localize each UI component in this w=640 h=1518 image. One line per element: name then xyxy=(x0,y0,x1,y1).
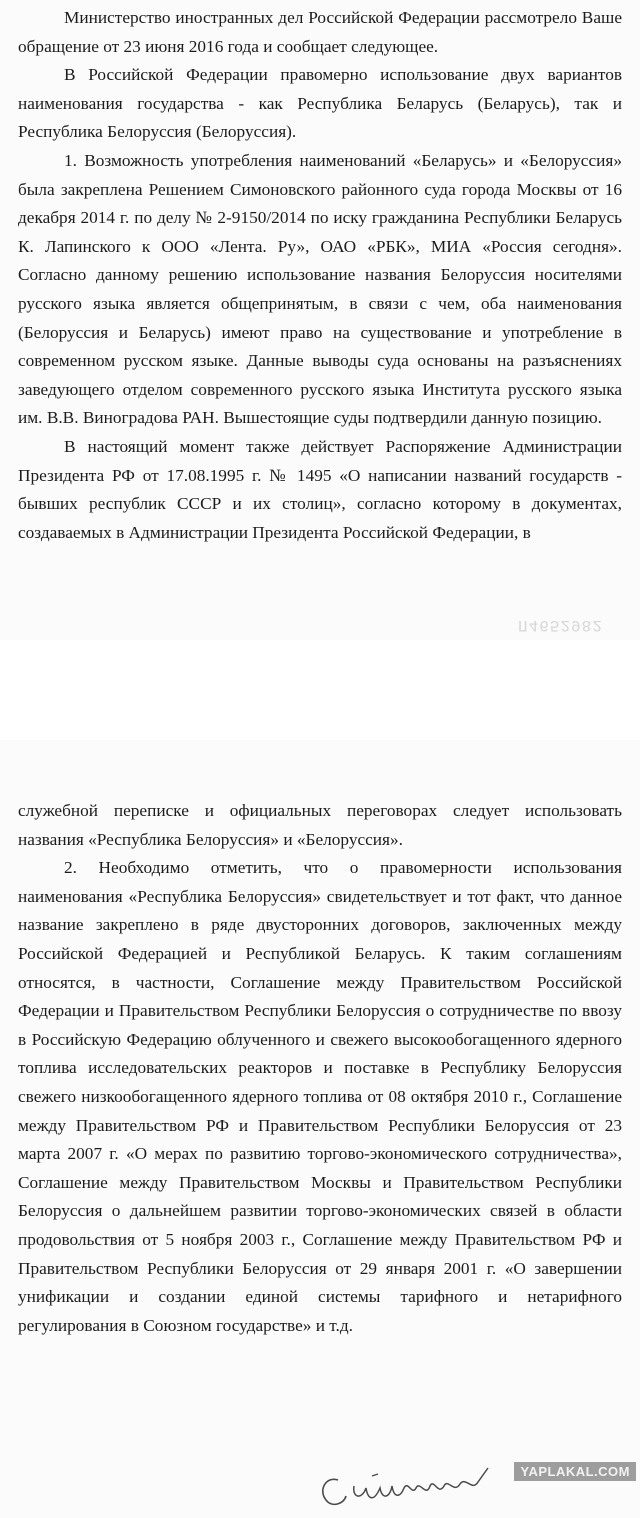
paragraph-two-names: В Российской Федерации правомерно использование двух вариантов наименования государства - как Республика Беларусь (Беларусь), так и Республика Белоруссия (Белоруссия). xyxy=(18,65,622,142)
paragraph-continuation: служебной переписке и официальных переговорах следует использовать названия «Республика Белоруссия» и «Белоруссия». xyxy=(18,801,622,849)
page-1-body xyxy=(18,4,622,547)
letter-page-2 xyxy=(0,740,640,1518)
handwritten-signature xyxy=(316,1438,506,1518)
page-gap xyxy=(0,640,640,740)
site-watermark: YAPLAKAL.COM xyxy=(514,1462,636,1481)
document-stamp: П4652982 xyxy=(518,616,603,634)
page-2-body xyxy=(18,797,622,1340)
letter-page-1 xyxy=(0,0,640,640)
paragraph-court-decision: 1. Возможность употребления наименований «Беларусь» и «Белоруссия» была закреплена Решением Симоновского районного суда города Москвы от 16 декабря 2014 г. по делу № 2-9150/2014 по иску гражданина Республики Беларусь К. Лапинского к ООО «Лента. Ру», ОАО «РБК», МИА «Россия сегодня». Согласно данному решению использование названия Белоруссия носителями русского языка является общепринятым, в связи с чем, оба наименования (Белоруссия и Беларусь) имеют право на существование и употребление в современном русском языке. Данные выводы суда основаны на разъяснениях заведующего отделом современного русского языка Института русского языка им. В.В. Виноградова РАН. Вышестоящие суды подтвердили данную позицию. xyxy=(18,150,622,428)
paragraph-treaties: 2. Необходимо отметить, что о правомерности использования наименования «Республика Белоруссия» свидетельствует и тот факт, что данное название закреплено в ряде двусторонних договоров, заключенных между Российской Федерацией и Республикой Беларусь. К таким соглашениям относятся, в частности, Соглашение между Правительством Российской Федерации и Правительством Республики Белоруссия о сотрудничестве по ввозу в Российскую Федерацию облученного и свежего высокообогащенного ядерного топлива исследовательских реакторов и поставке в Республику Белоруссия свежего низкообогащенного ядерного топлива от 08 октября 2010 г., Соглашение между Правительством РФ и Правительством Республики Белоруссия от 23 марта 2007 г. «О мерах по развитию торгово-экономического сотрудничества», Соглашение между Правительством Москвы и Правительством Республики Белоруссия о дальнейшем развитии торгово-экономических связей в области продовольствия от 5 ноября 2003 г., Соглашение между Правительством РФ и Правительством Республики Белоруссия от 29 января 2001 г. «О завершении унификации и создании единой системы тарифного и нетарифного регулирования в Союзном государстве» и т.д. xyxy=(18,858,622,1335)
paragraph-intro: Министерство иностранных дел Российской Федерации рассмотрело Ваше обращение от 23 июня 2016 года и сообщает следующее. xyxy=(18,8,622,56)
paragraph-administration-order: В настоящий момент также действует Распоряжение Администрации Президента РФ от 17.08.1995 г. № 1495 «О написании названий государств - бывших республик СССР и их столиц», согласно которому в документах, создаваемых в Администрации Президента Российской Федерации, в xyxy=(18,436,622,542)
